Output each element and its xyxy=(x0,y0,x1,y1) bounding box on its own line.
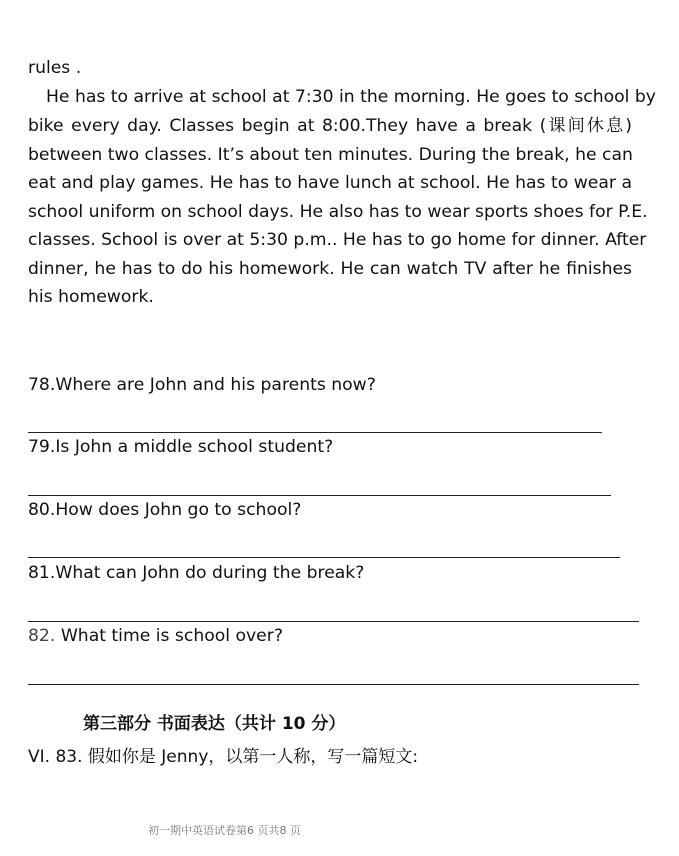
passage-line: eat and play games. He has to have lunch at school. He has to wear a xyxy=(28,173,632,193)
passage-line: classes. School is over at 5:30 p.m.. He has to go home for dinner. After xyxy=(28,230,647,250)
passage-line: school uniform on school days. He also has to wear sports shoes for P.E. xyxy=(28,202,648,222)
answer-line-82[interactable] xyxy=(28,684,639,685)
question-text: What time is school over? xyxy=(60,626,283,646)
passage-line: dinner, he has to do his homework. He can watch TV after he finishes xyxy=(28,259,632,279)
passage-line: his homework. xyxy=(28,287,154,307)
answer-line-80[interactable] xyxy=(28,557,620,558)
answer-line-81[interactable] xyxy=(28,621,639,622)
page-footer: 初一期中英语试卷第6 页共8 页 xyxy=(148,824,301,837)
question-number: 82. xyxy=(28,626,56,646)
answer-line-78[interactable] xyxy=(28,432,602,433)
writing-task: VI. 83. 假如你是 Jenny，以第一人称，写一篇短文: xyxy=(28,747,419,767)
passage-line: between two classes. It’s about ten minutes. During the break, he can xyxy=(28,145,633,165)
question-79: 79.Is John a middle school student? xyxy=(28,437,334,457)
passage-line: bike every day. Classes begin at 8:00.They have a break (课间休息) xyxy=(28,116,632,136)
question-78: 78.Where are John and his parents now? xyxy=(28,375,376,395)
answer-line-79[interactable] xyxy=(28,495,611,496)
passage-line: He has to arrive at school at 7:30 in the morning. He goes to school by xyxy=(46,87,656,107)
passage-line: rules . xyxy=(28,58,82,78)
question-80: 80.How does John go to school? xyxy=(28,500,302,520)
question-81: 81.What can John do during the break? xyxy=(28,563,365,583)
question-82 xyxy=(28,625,283,647)
section-title: 第三部分 书面表达（共计 10 分） xyxy=(83,714,346,734)
